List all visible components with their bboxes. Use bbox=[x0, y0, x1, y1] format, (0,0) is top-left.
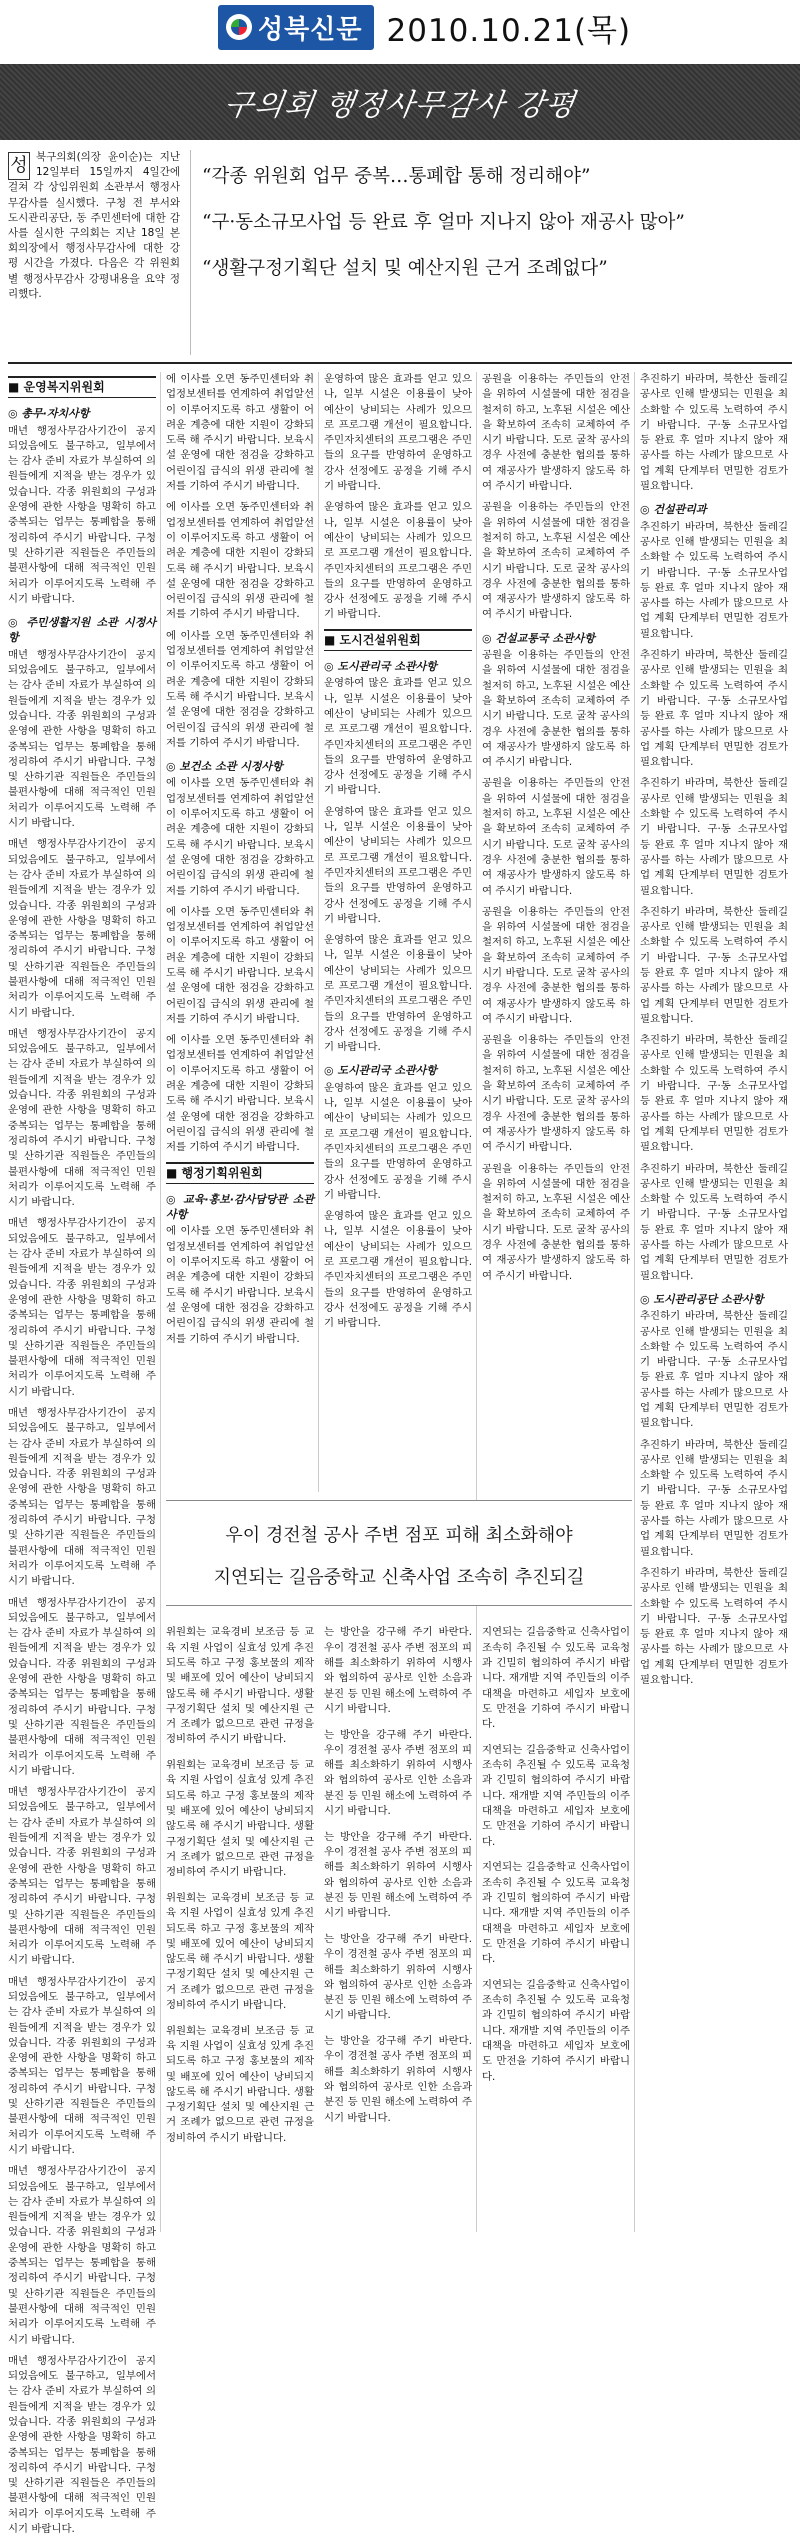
newspaper-logo bbox=[218, 5, 374, 50]
masthead bbox=[218, 4, 631, 50]
column-rule bbox=[160, 372, 161, 2232]
body-text: 추진하기 바라며, 북한산 둘레길 공사로 인해 발생되는 민원을 최소화할 수 있도록 노력하여 주시기 바랍니다. 구·동 소규모사업 등 완료 후 얼마 지나지 않아 재공사를 하는 사례가 많으므로 사업 계획 단계부터 면밀한 검토가 필요합니다. bbox=[640, 373, 788, 493]
body-text: 추진하기 바라며, 북한산 둘레길 공사로 인해 발생되는 민원을 최소화할 수 있도록 노력하여 주시기 바랍니다. 구·동 소규모사업 등 완료 후 얼마 지나지 않아 재공사를 하는 사례가 많으므로 사업 계획 단계부터 면밀한 검토가 필요합니다. bbox=[640, 1438, 788, 1558]
body-text: 는 방안을 강구해 주기 바란다. 우이 경전철 공사 주변 점포의 피해를 최소화하기 위하여 시행사와 협의하여 공사로 인한 소음과 분진 등 민원 해소에 노력하여 주시기 바랍니다. bbox=[324, 1830, 472, 1920]
body-text: 매년 행정사무감사기간이 공지 되었음에도 불구하고, 일부에서는 감사 준비 자료가 부실하여 의원들에게 지적을 받는 경우가 있었습니다. 각종 위원회의 구성과 운영에 관한 사항을 명확히 하고 중복되는 업무는 통폐합을 통해 정리하여 주시기 바랍니다. 구청 및 산하기관 직원들은 주민들의 불편사항에 대해 적극적인 민원 처리가 이루어지도록 노력해 주시기 바랍니다. bbox=[8, 838, 156, 1019]
body-text: 위원회는 교육경비 보조금 등 교육 지원 사업이 실효성 있게 추진되도록 하고 구정 홍보물의 제작 및 배포에 있어 예산이 낭비되지 않도록 해 주시기 바랍니다. 생활구정기획단 설치 및 예산지원 근거 조례가 없으므로 관련 규정을 정비하여 주시기 바랍니다. bbox=[166, 1891, 314, 2011]
body-text: 는 방안을 강구해 주기 바란다. 우이 경전철 공사 주변 점포의 피해를 최소화하기 위하여 시행사와 협의하여 공사로 인한 소음과 분진 등 민원 해소에 노력하여 주시기 바랍니다. bbox=[324, 1728, 472, 1818]
column-rule bbox=[634, 372, 635, 2232]
subsection-heading: ◎ 교육·홍보·감사담당관 소관사항 bbox=[166, 1192, 314, 1222]
banner-title: 구의회 행정사무감사 강평 bbox=[221, 88, 578, 123]
subsection-heading: ◎ 건설관리과 bbox=[640, 503, 707, 517]
subsection-heading: ◎ 주민생활지원 소관 시정사항 bbox=[8, 616, 156, 645]
body-text: 에 이사를 오면 동주민센터와 취업정보센터를 연계하여 취업알선이 이루어지도록 하고 생활이 어려운 계층에 대한 지원이 강화되도록 해 주시기 바랍니다. 보육시설 운영에 대한 점검을 강화하고 어린이집 급식의 위생 관리에 철저를 기하여 주시기 바랍니다. bbox=[166, 1034, 314, 1154]
body-text: 위원회는 교육경비 보조금 등 교육 지원 사업이 실효성 있게 추진되도록 하고 구정 홍보물의 제작 및 배포에 있어 예산이 낭비되지 않도록 해 주시기 바랍니다. 생활구정기획단 설치 및 예산지원 근거 조례가 없으므로 관련 규정을 정비하여 주시기 바랍니다. bbox=[166, 1759, 314, 1879]
logo-emblem-icon bbox=[226, 14, 252, 40]
body-text: 에 이사를 오면 동주민센터와 취업정보센터를 연계하여 취업알선이 이루어지도록 하고 생활이 어려운 계층에 대한 지원이 강화되도록 해 주시기 바랍니다. 보육시설 운영에 대한 점검을 강화하고 어린이집 급식의 위생 관리에 철저를 기하여 주시기 바랍니다. bbox=[166, 1225, 314, 1345]
body-text: 공원을 이용하는 주민들의 안전을 위하여 시설물에 대한 점검을 철저히 하고, 노후된 시설은 예산을 확보하여 조속히 교체하여 주시기 바랍니다. 도로 굴착 공사의 경우 사전에 충분한 협의를 통하여 재공사가 발생하지 않도록 하여 주시기 바랍니다. bbox=[482, 905, 630, 1025]
subsection-heading: ◎ 도시관리공단 소관사항 bbox=[640, 1292, 764, 1306]
article-column-5 bbox=[640, 372, 788, 2232]
body-text: 매년 행정사무감사기간이 공지 되었음에도 불구하고, 일부에서는 감사 준비 자료가 부실하여 의원들에게 지적을 받는 경우가 있었습니다. 각종 위원회의 구성과 운영에 관한 사항을 명확히 하고 중복되는 업무는 통폐합을 통해 정리하여 주시기 바랍니다. 구청 및 산하기관 직원들은 주민들의 불편사항에 대해 적극적인 민원 처리가 이루어지도록 노력해 주시기 바랍니다. bbox=[8, 1786, 156, 1967]
body-text: 공원을 이용하는 주민들의 안전을 위하여 시설물에 대한 점검을 철저히 하고, 노후된 시설은 예산을 확보하여 조속히 교체하여 주시기 바랍니다. 도로 굴착 공사의 경우 사전에 충분한 협의를 통하여 재공사가 발생하지 않도록 하여 주시기 바랍니다. bbox=[482, 649, 630, 769]
body-text: 매년 행정사무감사기간이 공지 되었음에도 불구하고, 일부에서는 감사 준비 자료가 부실하여 의원들에게 지적을 받는 경우가 있었습니다. 각종 위원회의 구성과 운영에 관한 사항을 명확히 하고 중복되는 업무는 통폐합을 통해 정리하여 주시기 바랍니다. 구청 및 산하기관 직원들은 주민들의 불편사항에 대해 적극적인 민원 처리가 이루어지도록 노력해 주시기 바랍니다. bbox=[8, 1975, 156, 2156]
body-text: 에 이사를 오면 동주민센터와 취업정보센터를 연계하여 취업알선이 이루어지도록 하고 생활이 어려운 계층에 대한 지원이 강화되도록 해 주시기 바랍니다. 보육시설 운영에 대한 점검을 강화하고 어린이집 급식의 위생 관리에 철저를 기하여 주시기 바랍니다. bbox=[166, 777, 314, 897]
subsection-heading: ◎ 도시관리국 소관사항 bbox=[324, 1064, 437, 1078]
lower-column-3 bbox=[324, 1615, 472, 2232]
body-text: 공원을 이용하는 주민들의 안전을 위하여 시설물에 대한 점검을 철저히 하고, 노후된 시설은 예산을 확보하여 조속히 교체하여 주시기 바랍니다. 도로 굴착 공사의 경우 사전에 충분한 협의를 통하여 재공사가 발생하지 않도록 하여 주시기 바랍니다. bbox=[482, 1162, 630, 1282]
publication-date: 2010.10.21(목) bbox=[386, 12, 632, 49]
article-column-3 bbox=[324, 372, 472, 1492]
body-text: 매년 행정사무감사기간이 공지 되었음에도 불구하고, 일부에서는 감사 준비 자료가 부실하여 의원들에게 지적을 받는 경우가 있었습니다. 각종 위원회의 구성과 운영에 관한 사항을 명확히 하고 중복되는 업무는 통폐합을 통해 정리하여 주시기 바랍니다. 구청 및 산하기관 직원들은 주민들의 불편사항에 대해 적극적인 민원 처리가 이루어지도록 노력해 주시기 바랍니다. bbox=[8, 1407, 156, 1588]
headline-3: “생활구정기획단 설치 및 예산지원 근거 조례없다” bbox=[202, 258, 608, 279]
body-text: 운영하여 많은 효과를 얻고 있으나, 일부 시설은 이용률이 낮아 예산이 낭비되는 사례가 있으므로 프로그램 개선이 필요합니다. 주민자치센터의 프로그램은 주민들의 요구를 반영하여 운영하고 강사 선정에도 공정을 기해 주시기 바랍니다. bbox=[324, 805, 472, 925]
drop-cap: 성 bbox=[8, 152, 30, 180]
article-column-1 bbox=[8, 372, 156, 2536]
body-text: 운영하여 많은 효과를 얻고 있으나, 일부 시설은 이용률이 낮아 예산이 낭비되는 사례가 있으므로 프로그램 개선이 필요합니다. 주민자치센터의 프로그램은 주민들의 요구를 반영하여 운영하고 강사 선정에도 공정을 기해 주시기 바랍니다. bbox=[324, 677, 472, 797]
body-text: 공원을 이용하는 주민들의 안전을 위하여 시설물에 대한 점검을 철저히 하고, 노후된 시설은 예산을 확보하여 조속히 교체하여 주시기 바랍니다. 도로 굴착 공사의 경우 사전에 충분한 협의를 통하여 재공사가 발생하지 않도록 하여 주시기 바랍니다. bbox=[482, 1034, 630, 1154]
body-text: 운영하여 많은 효과를 얻고 있으나, 일부 시설은 이용률이 낮아 예산이 낭비되는 사례가 있으므로 프로그램 개선이 필요합니다. 주민자치센터의 프로그램은 주민들의 요구를 반영하여 운영하고 강사 선정에도 공정을 기해 주시기 바랍니다. bbox=[324, 1081, 472, 1201]
subsection-heading: ◎ 총무·자치사항 bbox=[8, 407, 90, 421]
body-text: 위원회는 교육경비 보조금 등 교육 지원 사업이 실효성 있게 추진되도록 하고 구정 홍보물의 제작 및 배포에 있어 예산이 낭비되지 않도록 해 주시기 바랍니다. 생활구정기획단 설치 및 예산지원 근거 조례가 없으므로 관련 규정을 정비하여 주시기 바랍니다. bbox=[166, 2024, 314, 2144]
headline-2: “구·동소규모사업 등 완료 후 얼마 지나지 않아 재공사 많아” bbox=[202, 212, 685, 233]
body-text: 매년 행정사무감사기간이 공지 되었음에도 불구하고, 일부에서는 감사 준비 자료가 부실하여 의원들에게 지적을 받는 경우가 있었습니다. 각종 위원회의 구성과 운영에 관한 사항을 명확히 하고 중복되는 업무는 통폐합을 통해 정리하여 주시기 바랍니다. 구청 및 산하기관 직원들은 주민들의 불편사항에 대해 적극적인 민원 처리가 이루어지도록 노력해 주시기 바랍니다. bbox=[8, 1217, 156, 1398]
body-text: 추진하기 바라며, 북한산 둘레길 공사로 인해 발생되는 민원을 최소화할 수 있도록 노력하여 주시기 바랍니다. 구·동 소규모사업 등 완료 후 얼마 지나지 않아 재공사를 하는 사례가 많으므로 사업 계획 단계부터 면밀한 검토가 필요합니다. bbox=[640, 1034, 788, 1154]
body-text: 매년 행정사무감사기간이 공지 되었음에도 불구하고, 일부에서는 감사 준비 자료가 부실하여 의원들에게 지적을 받는 경우가 있었습니다. 각종 위원회의 구성과 운영에 관한 사항을 명확히 하고 중복되는 업무는 통폐합을 통해 정리하여 주시기 바랍니다. 구청 및 산하기관 직원들은 주민들의 불편사항에 대해 적극적인 민원 처리가 이루어지도록 노력해 주시기 바랍니다. bbox=[8, 1596, 156, 1777]
top-rule bbox=[8, 362, 792, 364]
body-text: 추진하기 바라며, 북한산 둘레길 공사로 인해 발생되는 민원을 최소화할 수 있도록 노력하여 주시기 바랍니다. 구·동 소규모사업 등 완료 후 얼마 지나지 않아 재공사를 하는 사례가 많으므로 사업 계획 단계부터 면밀한 검토가 필요합니다. bbox=[640, 777, 788, 897]
lead-divider bbox=[190, 150, 191, 355]
body-text: 추진하기 바라며, 북한산 둘레길 공사로 인해 발생되는 민원을 최소화할 수 있도록 노력하여 주시기 바랍니다. 구·동 소규모사업 등 완료 후 얼마 지나지 않아 재공사를 하는 사례가 많으므로 사업 계획 단계부터 면밀한 검토가 필요합니다. bbox=[640, 1310, 788, 1430]
body-text: 지연되는 길음중학교 신축사업이 조속히 추진될 수 있도록 교육청과 긴밀히 협의하여 주시기 바랍니다. 재개발 지역 주민들의 이주 대책을 마련하고 세입자 보호에도 만전을 기하여 주시기 바랍니다. bbox=[482, 1861, 630, 1966]
body-text: 추진하기 바라며, 북한산 둘레길 공사로 인해 발생되는 민원을 최소화할 수 있도록 노력하여 주시기 바랍니다. 구·동 소규모사업 등 완료 후 얼마 지나지 않아 재공사를 하는 사례가 많으므로 사업 계획 단계부터 면밀한 검토가 필요합니다. bbox=[640, 649, 788, 769]
body-text: 운영하여 많은 효과를 얻고 있으나, 일부 시설은 이용률이 낮아 예산이 낭비되는 사례가 있으므로 프로그램 개선이 필요합니다. 주민자치센터의 프로그램은 주민들의 요구를 반영하여 운영하고 강사 선정에도 공정을 기해 주시기 바랍니다. bbox=[324, 501, 472, 621]
section-heading: ■ 행정기획위원회 bbox=[166, 1162, 314, 1184]
body-text: 추진하기 바라며, 북한산 둘레길 공사로 인해 발생되는 민원을 최소화할 수 있도록 노력하여 주시기 바랍니다. 구·동 소규모사업 등 완료 후 얼마 지나지 않아 재공사를 하는 사례가 많으므로 사업 계획 단계부터 면밀한 검토가 필요합니다. bbox=[640, 1162, 788, 1282]
section-heading: ■ 도시건설위원회 bbox=[324, 629, 472, 651]
inner-headline-1: 우이 경전철 공사 주변 점포 피해 최소화해야 bbox=[225, 1525, 573, 1546]
lower-column-4 bbox=[482, 1615, 630, 2232]
lower-column-2 bbox=[166, 1615, 314, 2232]
inner-headline-box bbox=[166, 1500, 632, 1606]
body-text: 운영하여 많은 효과를 얻고 있으나, 일부 시설은 이용률이 낮아 예산이 낭비되는 사례가 있으므로 프로그램 개선이 필요합니다. 주민자치센터의 프로그램은 주민들의 요구를 반영하여 운영하고 강사 선정에도 공정을 기해 주시기 바랍니다. bbox=[324, 934, 472, 1054]
lead-paragraph bbox=[8, 150, 180, 302]
body-text: 공원을 이용하는 주민들의 안전을 위하여 시설물에 대한 점검을 철저히 하고, 노후된 시설은 예산을 확보하여 조속히 교체하여 주시기 바랍니다. 도로 굴착 공사의 경우 사전에 충분한 협의를 통하여 재공사가 발생하지 않도록 하여 주시기 바랍니다. bbox=[482, 373, 630, 493]
body-text: 공원을 이용하는 주민들의 안전을 위하여 시설물에 대한 점검을 철저히 하고, 노후된 시설은 예산을 확보하여 조속히 교체하여 주시기 바랍니다. 도로 굴착 공사의 경우 사전에 충분한 협의를 통하여 재공사가 발생하지 않도록 하여 주시기 바랍니다. bbox=[482, 777, 630, 897]
article-column-2 bbox=[166, 372, 314, 1492]
body-text: 추진하기 바라며, 북한산 둘레길 공사로 인해 발생되는 민원을 최소화할 수 있도록 노력하여 주시기 바랍니다. 구·동 소규모사업 등 완료 후 얼마 지나지 않아 재공사를 하는 사례가 많으므로 사업 계획 단계부터 면밀한 검토가 필요합니다. bbox=[640, 1566, 788, 1687]
column-rule bbox=[318, 372, 319, 1492]
body-text: 추진하기 바라며, 북한산 둘레길 공사로 인해 발생되는 민원을 최소화할 수 있도록 노력하여 주시기 바랍니다. 구·동 소규모사업 등 완료 후 얼마 지나지 않아 재공사를 하는 사례가 많으므로 사업 계획 단계부터 면밀한 검토가 필요합니다. bbox=[640, 520, 788, 640]
body-text: 매년 행정사무감사기간이 공지 되었음에도 불구하고, 일부에서는 감사 준비 자료가 부실하여 의원들에게 지적을 받는 경우가 있었습니다. 각종 위원회의 구성과 운영에 관한 사항을 명확히 하고 중복되는 업무는 통폐합을 통해 정리하여 주시기 바랍니다. 구청 및 산하기관 직원들은 주민들의 불편사항에 대해 적극적인 민원 처리가 이루어지도록 노력해 주시기 바랍니다. bbox=[8, 2165, 156, 2346]
body-text: 지연되는 길음중학교 신축사업이 조속히 추진될 수 있도록 교육청과 긴밀히 협의하여 주시기 바랍니다. 재개발 지역 주민들의 이주 대책을 마련하고 세입자 보호에도 만전을 기하여 주시기 바랍니다. bbox=[482, 1743, 630, 1848]
body-text: 추진하기 바라며, 북한산 둘레길 공사로 인해 발생되는 민원을 최소화할 수 있도록 노력하여 주시기 바랍니다. 구·동 소규모사업 등 완료 후 얼마 지나지 않아 재공사를 하는 사례가 많으므로 사업 계획 단계부터 면밀한 검토가 필요합니다. bbox=[640, 905, 788, 1025]
body-text: 공원을 이용하는 주민들의 안전을 위하여 시설물에 대한 점검을 철저히 하고, 노후된 시설은 예산을 확보하여 조속히 교체하여 주시기 바랍니다. 도로 굴착 공사의 경우 사전에 충분한 협의를 통하여 재공사가 발생하지 않도록 하여 주시기 바랍니다. bbox=[482, 501, 630, 621]
inner-headline-2: 지연되는 길음중학교 신축사업 조속히 추진되길 bbox=[213, 1567, 585, 1588]
body-text: 에 이사를 오면 동주민센터와 취업정보센터를 연계하여 취업알선이 이루어지도록 하고 생활이 어려운 계층에 대한 지원이 강화되도록 해 주시기 바랍니다. 보육시설 운영에 대한 점검을 강화하고 어린이집 급식의 위생 관리에 철저를 기하여 주시기 바랍니다. bbox=[166, 373, 314, 493]
subsection-heading: ◎ 보건소 소관 시정사항 bbox=[166, 760, 283, 774]
body-text: 매년 행정사무감사기간이 공지 되었음에도 불구하고, 일부에서는 감사 준비 자료가 부실하여 의원들에게 지적을 받는 경우가 있었습니다. 각종 위원회의 구성과 운영에 관한 사항을 명확히 하고 중복되는 업무는 통폐합을 통해 정리하여 주시기 바랍니다. 구청 및 산하기관 직원들은 주민들의 불편사항에 대해 적극적인 민원 처리가 이루어지도록 노력해 주시기 바랍니다. bbox=[8, 648, 156, 830]
body-text: 는 방안을 강구해 주기 바란다. 우이 경전철 공사 주변 점포의 피해를 최소화하기 위하여 시행사와 협의하여 공사로 인한 소음과 분진 등 민원 해소에 노력하여 주시기 바랍니다. bbox=[324, 1932, 472, 2022]
body-text: 에 이사를 오면 동주민센터와 취업정보센터를 연계하여 취업알선이 이루어지도록 하고 생활이 어려운 계층에 대한 지원이 강화되도록 해 주시기 바랍니다. 보육시설 운영에 대한 점검을 강화하고 어린이집 급식의 위생 관리에 철저를 기하여 주시기 바랍니다. bbox=[166, 629, 314, 749]
subsection-heading: ◎ 도시관리국 소관사항 bbox=[324, 660, 437, 674]
body-text: 에 이사를 오면 동주민센터와 취업정보센터를 연계하여 취업알선이 이루어지도록 하고 생활이 어려운 계층에 대한 지원이 강화되도록 해 주시기 바랍니다. 보육시설 운영에 대한 점검을 강화하고 어린이집 급식의 위생 관리에 철저를 기하여 주시기 바랍니다. bbox=[166, 905, 314, 1025]
body-text: 운영하여 많은 효과를 얻고 있으나, 일부 시설은 이용률이 낮아 예산이 낭비되는 사례가 있으므로 프로그램 개선이 필요합니다. 주민자치센터의 프로그램은 주민들의 요구를 반영하여 운영하고 강사 선정에도 공정을 기해 주시기 바랍니다. bbox=[324, 1210, 472, 1330]
body-text: 지연되는 길음중학교 신축사업이 조속히 추진될 수 있도록 교육청과 긴밀히 협의하여 주시기 바랍니다. 재개발 지역 주민들의 이주 대책을 마련하고 세입자 보호에도 만전을 기하여 주시기 바랍니다. bbox=[482, 1978, 630, 2083]
body-text: 에 이사를 오면 동주민센터와 취업정보센터를 연계하여 취업알선이 이루어지도록 하고 생활이 어려운 계층에 대한 지원이 강화되도록 해 주시기 바랍니다. 보육시설 운영에 대한 점검을 강화하고 어린이집 급식의 위생 관리에 철저를 기하여 주시기 바랍니다. bbox=[166, 501, 314, 621]
section-banner bbox=[0, 64, 800, 140]
body-text: 매년 행정사무감사기간이 공지 되었음에도 불구하고, 일부에서는 감사 준비 자료가 부실하여 의원들에게 지적을 받는 경우가 있었습니다. 각종 위원회의 구성과 운영에 관한 사항을 명확히 하고 중복되는 업무는 통폐합을 통해 정리하여 주시기 바랍니다. 구청 및 산하기관 직원들은 주민들의 불편사항에 대해 적극적인 민원 처리가 이루어지도록 노력해 주시기 바랍니다. bbox=[8, 2354, 156, 2536]
body-text: 는 방안을 강구해 주기 바란다. 우이 경전철 공사 주변 점포의 피해를 최소화하기 위하여 시행사와 협의하여 공사로 인한 소음과 분진 등 민원 해소에 노력하여 주시기 바랍니다. bbox=[324, 2035, 472, 2124]
body-text: 위원회는 교육경비 보조금 등 교육 지원 사업이 실효성 있게 추진되도록 하고 구정 홍보물의 제작 및 배포에 있어 예산이 낭비되지 않도록 해 주시기 바랍니다. 생활구정기획단 설치 및 예산지원 근거 조례가 없으므로 관련 규정을 정비하여 주시기 바랍니다. bbox=[166, 1626, 314, 1746]
lead-text: 북구의회(의장 윤이순)는 지난 12일부터 15일까지 4일간에 걸쳐 각 상임위원회 소관부서 행정사무감사를 실시했다. 구청 전 부서와 도시관리공단, 동 주민센터에 대한 감사를 실시한 구의회는 지난 18일 본회의장에서 행정사무감사에 대한 강평 시간을 가졌다. 다음은 각 위원회별 행정사무감사 강평내용을 요약 정리했다. bbox=[8, 151, 180, 300]
subsection-heading: ◎ 건설교통국 소관사항 bbox=[482, 631, 595, 645]
body-text: 지연되는 길음중학교 신축사업이 조속히 추진될 수 있도록 교육청과 긴밀히 협의하여 주시기 바랍니다. 재개발 지역 주민들의 이주 대책을 마련하고 세입자 보호에도 만전을 기하여 주시기 바랍니다. bbox=[482, 1626, 630, 1731]
body-text: 매년 행정사무감사기간이 공지 되었음에도 불구하고, 일부에서는 감사 준비 자료가 부실하여 의원들에게 지적을 받는 경우가 있었습니다. 각종 위원회의 구성과 운영에 관한 사항을 명확히 하고 중복되는 업무는 통폐합을 통해 정리하여 주시기 바랍니다. 구청 및 산하기관 직원들은 주민들의 불편사항에 대해 적극적인 민원 처리가 이루어지도록 노력해 주시기 바랍니다. bbox=[8, 424, 156, 605]
headline-1: “각종 위원회 업무 중복…통폐합 통해 정리해야” bbox=[202, 166, 591, 187]
body-text: 운영하여 많은 효과를 얻고 있으나, 일부 시설은 이용률이 낮아 예산이 낭비되는 사례가 있으므로 프로그램 개선이 필요합니다. 주민자치센터의 프로그램은 주민들의 요구를 반영하여 운영하고 강사 선정에도 공정을 기해 주시기 바랍니다. bbox=[324, 373, 472, 493]
headline-group bbox=[202, 162, 792, 300]
body-text: 는 방안을 강구해 주기 바란다. 우이 경전철 공사 주변 점포의 피해를 최소화하기 위하여 시행사와 협의하여 공사로 인한 소음과 분진 등 민원 해소에 노력하여 주시기 바랍니다. bbox=[324, 1626, 472, 1715]
body-text: 매년 행정사무감사기간이 공지 되었음에도 불구하고, 일부에서는 감사 준비 자료가 부실하여 의원들에게 지적을 받는 경우가 있었습니다. 각종 위원회의 구성과 운영에 관한 사항을 명확히 하고 중복되는 업무는 통폐합을 통해 정리하여 주시기 바랍니다. 구청 및 산하기관 직원들은 주민들의 불편사항에 대해 적극적인 민원 처리가 이루어지도록 노력해 주시기 바랍니다. bbox=[8, 1027, 156, 1209]
logo-text: 성북신문 bbox=[258, 14, 363, 45]
column-rule bbox=[476, 372, 477, 2232]
section-heading: ■ 운영복지위원회 bbox=[8, 376, 156, 398]
